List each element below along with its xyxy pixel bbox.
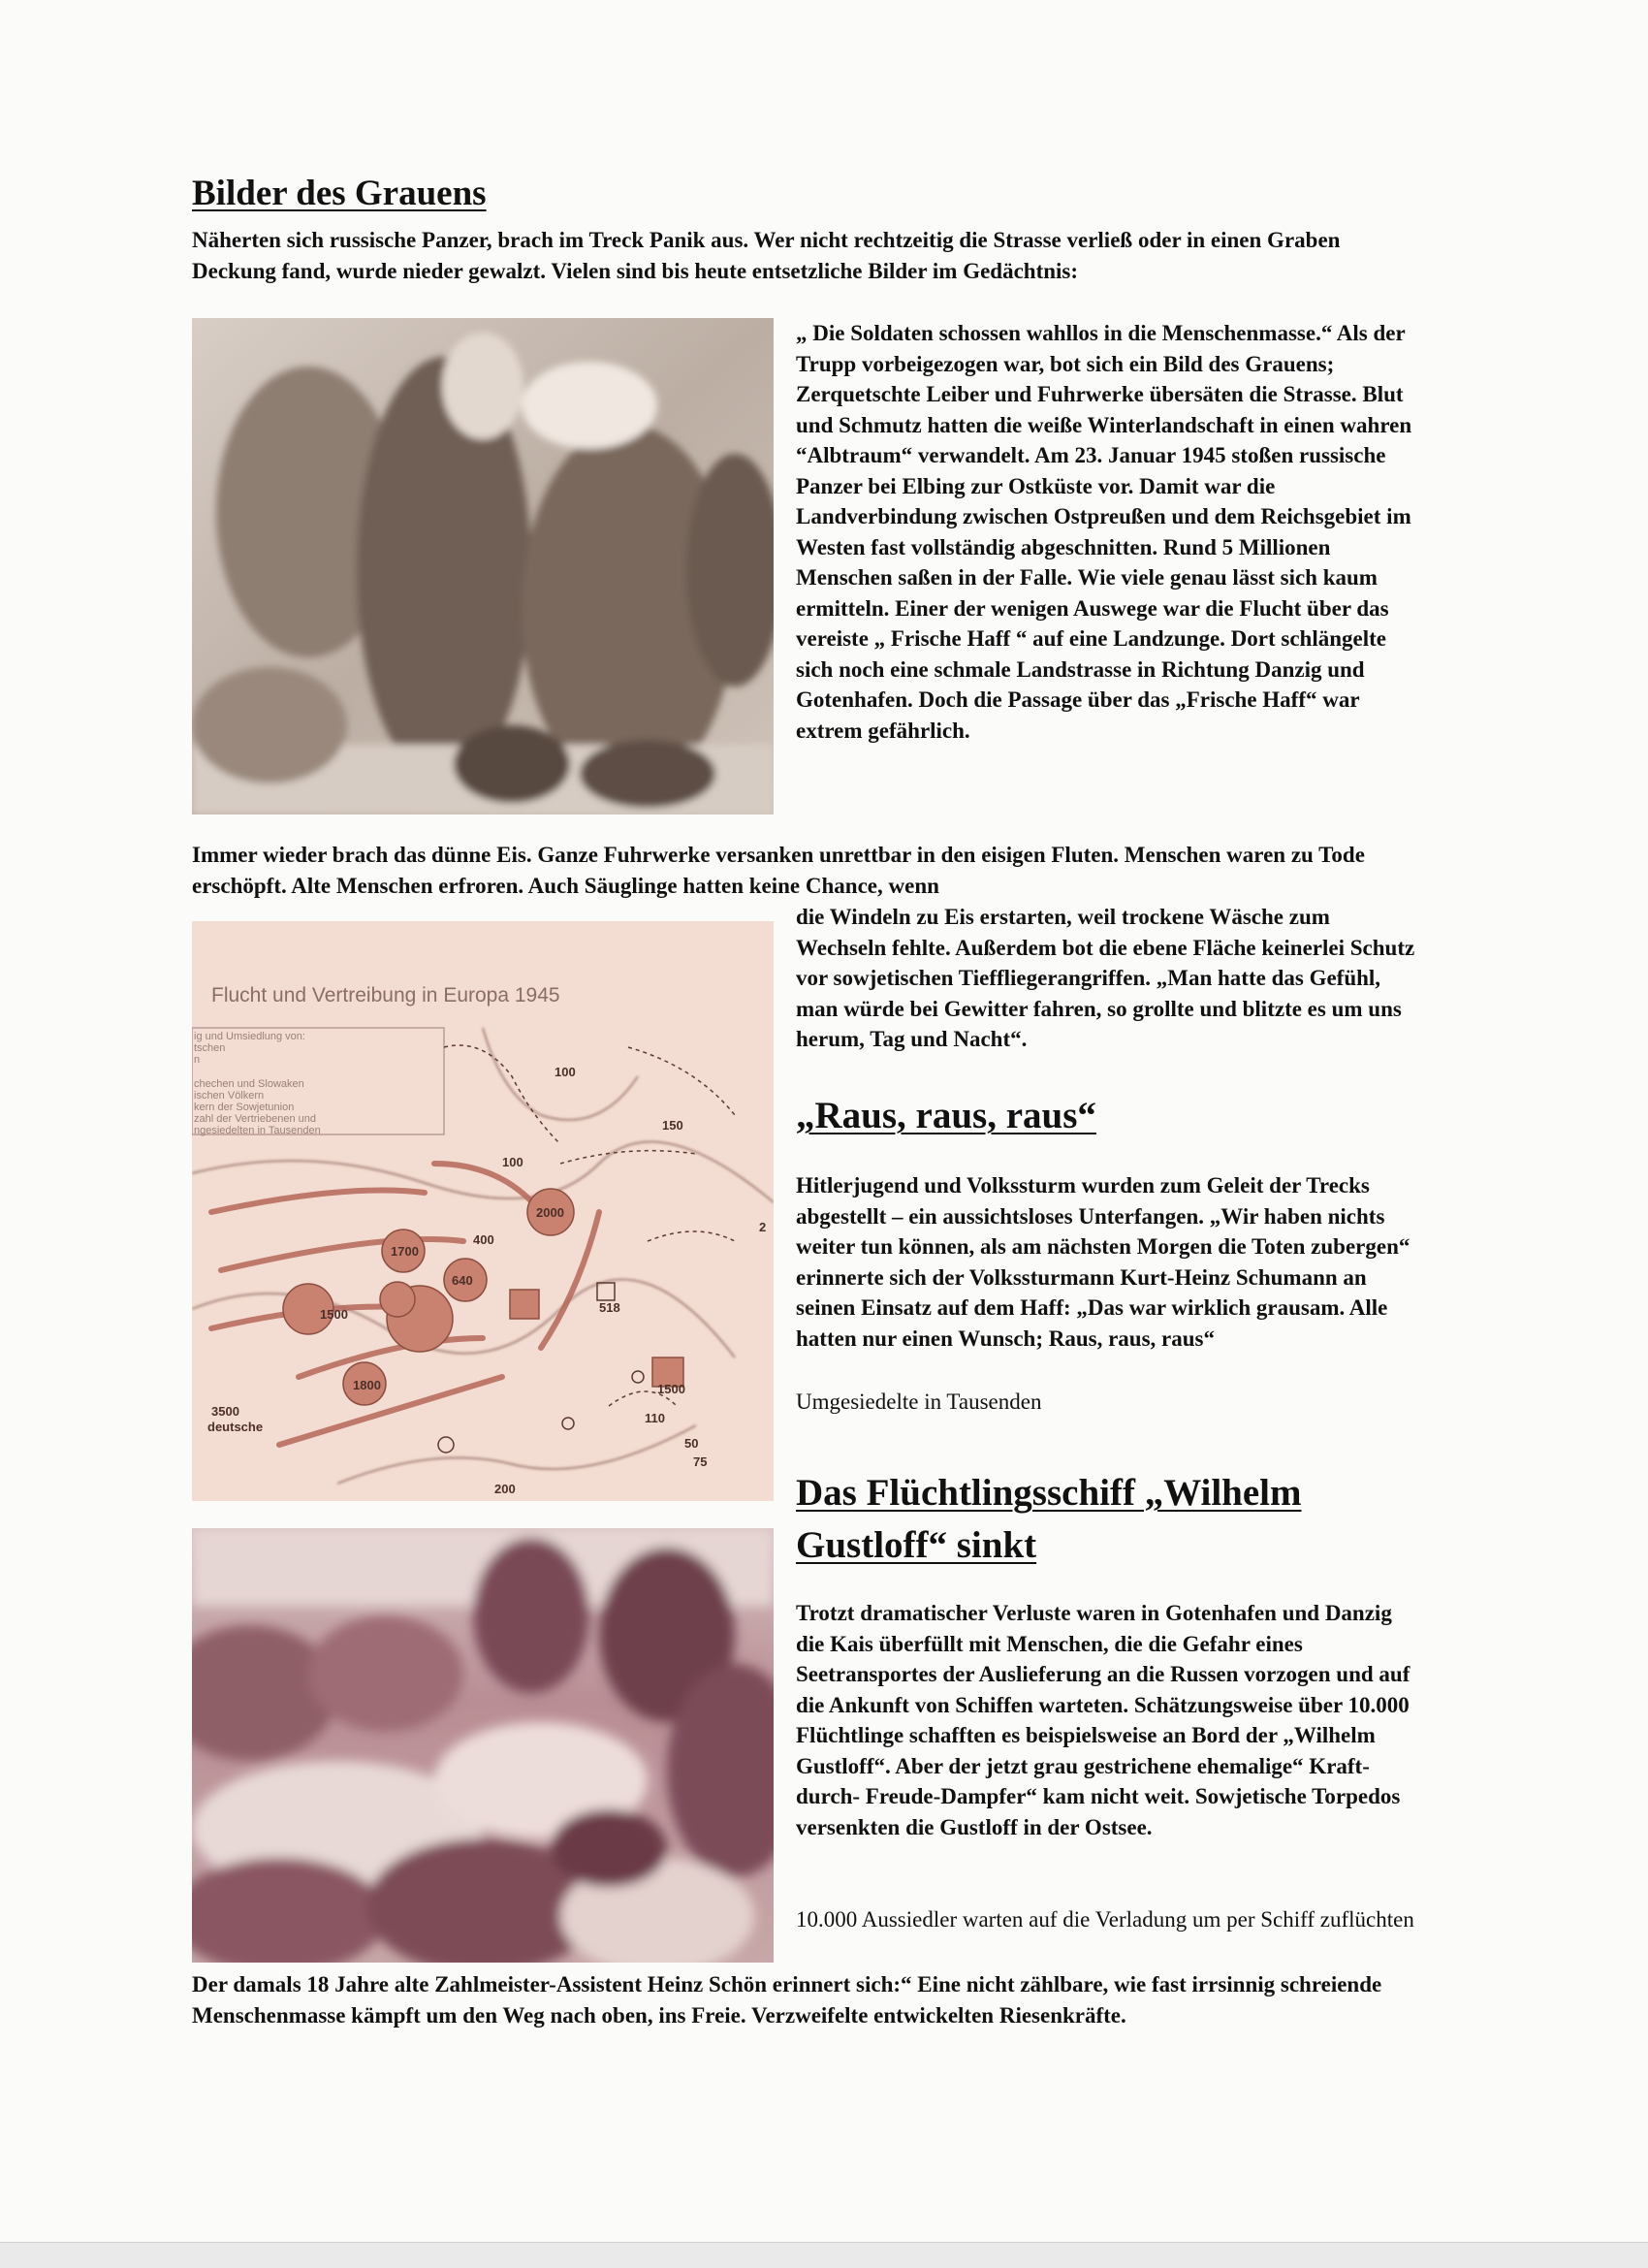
map-legend-line: ngesiedelten in Tausenden: [194, 1125, 321, 1136]
map-value-label: 150: [662, 1118, 683, 1133]
map-value-label: 50: [684, 1436, 699, 1451]
map-value-label: 100: [555, 1065, 576, 1079]
full-width-paragraph: Immer wieder brach das dünne Eis. Ganze Fuhrwerke versanken unrettbar in den eisigen Fluten. Menschen waren zu Tode erschöpft. Alte Menschen erfroren. Auch Säuglinge hatten keine Chance, wenn: [192, 843, 1365, 898]
section-heading-raus: „Raus, raus, raus“: [796, 1095, 1096, 1136]
closing-paragraph: Der damals 18 Jahre alte Zahlmeister-Assistent Heinz Schön erinnert sich:“ Eine nicht zählbare, wie fast irrsinnig schreiende Menschenmasse kämpft um den Weg nach oben, ins Freie. Verzweifelte entwickelten Riesenkräfte.: [192, 1972, 1382, 2028]
photo-refugees-fleeing: [192, 318, 774, 815]
column-text-2: die Windeln zu Eis erstarten, weil trockene Wäsche zum Wechseln fehlte. Außerdem bot die ebene Fläche keinerlei Schutz vor sowjetischen Tieffliegerangriffen. „Man hatte das Gefühl, man würde bei Gewitter fahren, so grollte und blitzte es um uns herum, Tag und Nacht“.: [796, 905, 1415, 1051]
map-value-label: 110: [645, 1411, 665, 1425]
scan-bottom-edge: [0, 2242, 1648, 2268]
map-value-label: 640: [452, 1273, 473, 1288]
map-value-label: 2: [759, 1220, 767, 1234]
map-title: Flucht und Vertreibung in Europa 1945: [211, 984, 560, 1006]
map-value-label: 400: [473, 1232, 494, 1247]
map-value-label: 1500: [320, 1307, 348, 1322]
map-value-label: 75: [693, 1454, 708, 1469]
gustloff-body-text: Trotzt dramatischer Verluste waren in Gotenhafen und Danzig die Kais überfüllt mit Menschen, die die Gefahr eines Seetransportes der Auslieferung an die Russen vorzogen und auf die Ankunft von Schiffen warteten. Schätzungsweise über 10.000 Flüchtlinge schafften es beispielsweise an Bord der „Wilhelm Gustloff“. Aber der jetzt grau gestrichene ehemalige“ Kraft- durch- Freude-Dampfer“ kam nicht weit. Sowjetische Torpedos versenkten die Gustloff in der Ostsee.: [796, 1601, 1410, 1839]
map-value-label: 100: [502, 1155, 523, 1169]
map-caption: Umgesiedelte in Tausenden: [796, 1390, 1042, 1414]
map-value-label: 518: [599, 1300, 620, 1315]
map-legend-line: ischen Völkern: [194, 1090, 265, 1102]
crowd-photo-caption: 10.000 Aussiedler warten auf die Verladung um per Schiff zuflüchten: [796, 1907, 1414, 1932]
section-heading-bilder-des-grauens: Bilder des Grauens: [192, 174, 487, 213]
map-value-label: 1500: [657, 1382, 685, 1396]
map-legend-line: tschen: [194, 1042, 226, 1054]
photo-crowd-waiting: [192, 1528, 774, 1963]
map-value-label: 2000: [536, 1205, 564, 1220]
raus-body-text: Hitlerjugend und Volkssturm wurden zum Geleit der Trecks abgestellt – ein aussichtsloses Unterfangen. „Wir haben nichts weiter tun können, als am nächsten Morgen die Toten zubergen“ erinnerte sich der Volkssturmann Kurt-Heinz Schumann an seinen Einsatz auf dem Haff: „Das war wirklich grausam. Alle hatten nur einen Wunsch; Raus, raus, raus“: [796, 1173, 1410, 1351]
map-legend-line: chechen und Slowaken: [194, 1078, 304, 1090]
map-value-label: 1700: [391, 1244, 419, 1259]
map-value-label: 3500: [211, 1404, 239, 1419]
column-text-1: „ Die Soldaten schossen wahllos in die Menschenmasse.“ Als der Trupp vorbeigezogen war, bot sich ein Bild des Grauens; Zerquetschte Leiber und Fuhrwerke übersäten die Strasse. Blut und Schmutz hatten die weiße Winterlandschaft in einen wahren “Albtraum“ verwandelt. Am 23. Januar 1945 stoßen russische Panzer bei Elbing zur Ostküste vor. Damit war die Landverbindung zwischen Ostpreußen und dem Reichsgebiet im Westen fast vollständig abgeschnitten. Rund 5 Millionen Menschen saßen in der Falle. Wie viele genau lässt sich kaum ermitteln. Einer der wenigen Auswege war die Flucht über das vereiste „ Frische Haff “ auf eine Landzunge. Dort schlängelte sich noch eine schmale Landstrasse in Richtung Danzig und Gotenhafen. Doch die Passage über das „Frische Haff“ war extrem gefährlich.: [796, 321, 1412, 743]
map-value-label: 1800: [353, 1378, 381, 1392]
map-legend-line: zahl der Vertriebenen und: [194, 1113, 316, 1125]
section-heading-gustloff: Das Flüchtlingsschiff „Wilhelm Gustloff“ sinkt: [796, 1472, 1302, 1566]
map-flucht-und-vertreibung: [192, 921, 774, 1501]
map-bottom-label: deutsche: [207, 1420, 264, 1434]
map-legend-line: n: [194, 1054, 201, 1066]
map-legend-line: kern der Sowjetunion: [194, 1102, 295, 1113]
map-value-label: 200: [494, 1482, 516, 1496]
intro-paragraph: Näherten sich russische Panzer, brach im Treck Panik aus. Wer nicht rechtzeitig die Strasse verließ oder in einen Graben Deckung fand, wurde nieder gewalzt. Vielen sind bis heute entsetzliche Bilder im Gedächtnis:: [192, 228, 1341, 283]
map-legend-line: ig und Umsiedlung von:: [194, 1031, 305, 1042]
